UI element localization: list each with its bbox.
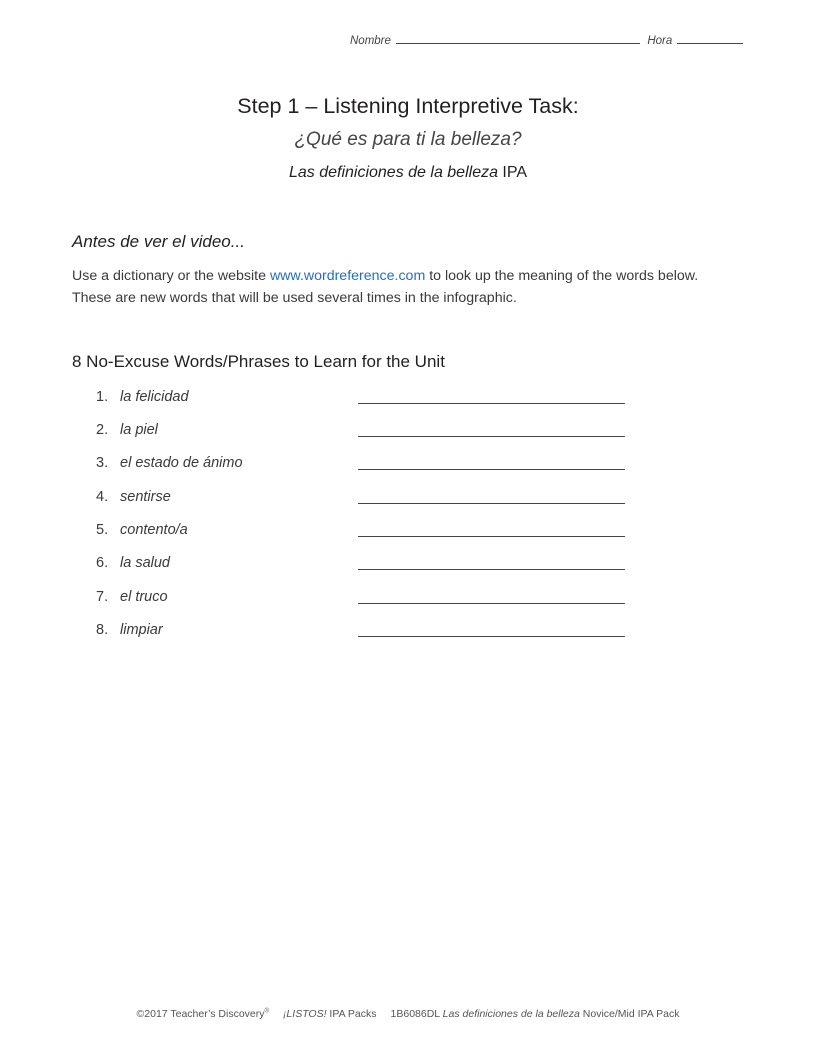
footer-listos: ¡LISTOS! [282,1008,327,1020]
vocab-answer-blank[interactable] [358,469,625,470]
vocab-item [96,622,636,644]
vocab-answer-blank[interactable] [358,436,625,437]
vocab-number: 2. [96,422,109,438]
vocab-word: la salud [120,555,170,571]
footer-code: 1B6086DL [390,1008,443,1020]
vocab-word: la piel [120,422,158,438]
footer-product-level: Novice/Mid IPA Pack [579,1008,680,1020]
before-video-heading: Antes de ver el video... [72,232,245,251]
instructions-text-2: to look up the meaning of the words below. These are new words that will be used several times in the infographic. [72,268,699,306]
ipa-title [0,164,816,182]
name-hour-line [350,33,747,47]
vocab-answer-blank[interactable] [358,503,625,504]
vocab-number: 5. [96,522,109,538]
footer-copyright: ©2017 Teacher’s Discovery [136,1008,265,1020]
footer-product-title: Las definiciones de la belleza [442,1008,580,1020]
vocab-number: 8. [96,622,109,638]
vocab-word: la felicidad [120,389,189,405]
registered-mark: ® [264,1008,269,1015]
vocab-item [96,522,636,544]
vocab-answer-blank[interactable] [358,569,625,570]
vocab-number: 4. [96,489,109,505]
footer-ipa-packs: IPA Packs [326,1008,377,1020]
hour-label: Hora [647,35,673,47]
vocab-answer-blank[interactable] [358,603,625,604]
vocab-word: contento/a [120,522,188,538]
page-subtitle: ¿Qué es para ti la belleza? [294,129,522,150]
instructions-paragraph [72,266,732,309]
vocab-word: sentirse [120,489,171,505]
vocab-number: 7. [96,589,109,605]
page-footer [0,1008,816,1020]
vocab-item [96,555,636,577]
vocab-heading: 8 No-Excuse Words/Phrases to Learn for the Unit [72,352,445,371]
hour-field[interactable] [677,33,743,44]
ipa-title-plain: IPA [497,164,528,181]
vocab-answer-blank[interactable] [358,636,625,637]
vocab-number: 6. [96,555,109,571]
ipa-title-italic: Las definiciones de la belleza [288,164,498,181]
vocab-word: el truco [120,589,168,605]
instructions-text-1: Use a dictionary or the website [72,268,270,284]
vocab-word: limpiar [120,622,163,638]
vocab-item [96,455,636,477]
vocab-number: 1. [96,389,109,405]
vocab-word: el estado de ánimo [120,455,243,471]
vocab-item [96,589,636,611]
name-label: Nombre [350,35,391,47]
vocab-item [96,389,636,411]
vocab-answer-blank[interactable] [358,536,625,537]
vocab-answer-blank[interactable] [358,403,625,404]
wordreference-link[interactable]: www.wordreference.com [269,268,426,284]
vocab-item [96,422,636,444]
vocab-number: 3. [96,455,109,471]
page-title: Step 1 – Listening Interpretive Task: [237,94,579,118]
vocab-item [96,489,636,511]
name-field[interactable] [396,33,640,44]
